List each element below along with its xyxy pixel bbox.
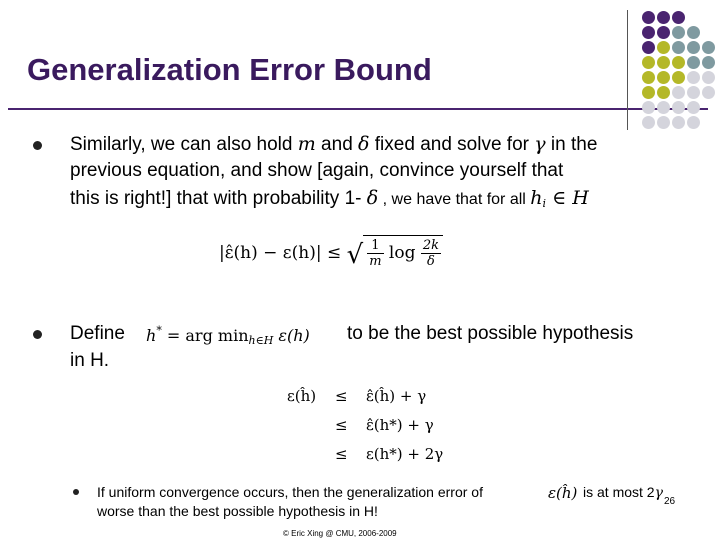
- chain-rhs-3: ε(h*) + 2γ: [366, 445, 444, 463]
- decorative-dot: [702, 56, 715, 69]
- decorative-dot: [687, 26, 700, 39]
- decorative-dot: [642, 11, 655, 24]
- bullet2-rest: to be the best possible hypothesis: [347, 323, 634, 344]
- decorative-dot: [657, 101, 670, 114]
- bullet-marker: [33, 141, 42, 150]
- decorative-dot: [657, 71, 670, 84]
- decorative-dot: [702, 71, 715, 84]
- decorative-dot: [642, 101, 655, 114]
- eps-hhat: ε(ĥ): [548, 484, 578, 502]
- decorative-dot: [657, 116, 670, 129]
- bullet1-line1: Similarly, we can also hold m and δ fixed and solve for γ in the: [70, 133, 598, 155]
- decorative-dot: [657, 26, 670, 39]
- bullet2-define: Define: [70, 323, 125, 344]
- decorative-dot: [657, 56, 670, 69]
- decorative-dot-grid: [642, 11, 718, 129]
- decorative-dot: [702, 86, 715, 99]
- chain-rhs-2: ε̂(h*) + γ: [366, 416, 434, 434]
- decorative-dot: [642, 116, 655, 129]
- decorative-dot: [672, 71, 685, 84]
- decorative-dot: [657, 11, 670, 24]
- decorative-dot: [672, 26, 685, 39]
- decorative-dot: [702, 41, 715, 54]
- decorative-dot: [687, 101, 700, 114]
- decorative-dot: [687, 86, 700, 99]
- footer-copyright: © Eric Xing @ CMU, 2006-2009: [283, 529, 397, 538]
- chain-rel-1: ≤: [335, 387, 348, 405]
- bullet2-line2: in H.: [70, 350, 110, 371]
- chain-rel-2: ≤: [335, 416, 348, 434]
- decorative-dot: [642, 86, 655, 99]
- decorative-dot: [657, 41, 670, 54]
- subbullet-line2: worse than the best possible hypothesis in H!: [97, 503, 378, 519]
- bound-equation: |ε̂(h) − ε(h)| ≤ √ $\frac{1}{m}$ log $\frac{2k}{\delta}$: [219, 235, 443, 270]
- decorative-dot: [672, 116, 685, 129]
- subbullet-line1-end: is at most 2γ: [583, 484, 663, 501]
- slide-title: Generalization Error Bound: [27, 52, 432, 87]
- decorative-dot: [642, 71, 655, 84]
- chain-lhs-1: ε(ĥ): [287, 387, 317, 405]
- subbullet-line1: If uniform convergence occurs, then the generalization error of: [97, 484, 483, 500]
- chain-rhs-1: ε̂(ĥ) + γ: [366, 387, 427, 405]
- decorative-dot: [687, 56, 700, 69]
- title-underline: [8, 108, 708, 110]
- decorative-dot: [687, 116, 700, 129]
- bullet1-line2: previous equation, and show [again, convince yourself that: [70, 160, 564, 181]
- hstar-definition: h* = arg $\min_{h\in H} \varepsilon(h)$: [146, 324, 310, 347]
- decorative-dot: [687, 41, 700, 54]
- decorative-dot: [672, 41, 685, 54]
- decorative-dot: [672, 86, 685, 99]
- sqrt-body: $\frac{1}{m}$ log $\frac{2k}{\delta}$: [363, 235, 443, 269]
- sub-bullet-marker: [73, 489, 79, 495]
- chain-rel-3: ≤: [335, 445, 348, 463]
- decorative-dot: [672, 56, 685, 69]
- bullet1-line3: this is right!] that with probability 1- δ , we have that for all $h_i$ ∈ H: [70, 187, 589, 210]
- decorative-dot: [642, 56, 655, 69]
- page-number: 26: [664, 496, 676, 507]
- decorative-dot: [672, 11, 685, 24]
- decorative-dot: [672, 101, 685, 114]
- decorative-dot: [657, 86, 670, 99]
- decorative-vertical-line: [627, 10, 628, 130]
- bullet-marker: [33, 330, 42, 339]
- decorative-dot: [642, 26, 655, 39]
- decorative-dot: [687, 71, 700, 84]
- decorative-dot: [642, 41, 655, 54]
